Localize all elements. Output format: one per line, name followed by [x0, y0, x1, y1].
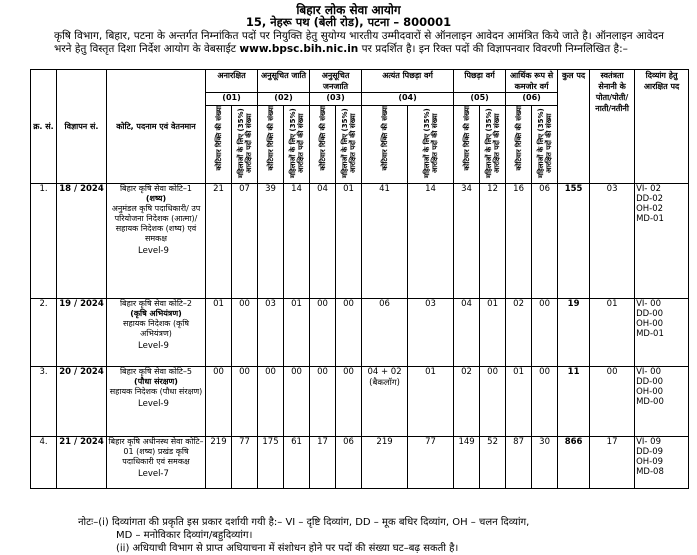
- row-ff: 03: [590, 184, 635, 299]
- cat-num: (06): [506, 93, 558, 106]
- row-value: 01: [408, 367, 454, 437]
- sub-header-total: [258, 106, 284, 184]
- row-value: 21: [206, 184, 232, 299]
- row-value: 52: [480, 437, 506, 489]
- row-adv: 19 / 2024: [57, 299, 107, 367]
- row-value: 39: [258, 184, 284, 299]
- post-line-1: बिहार कृषि सेवा कोटि–2: [119, 299, 193, 308]
- sub-header-total: [506, 106, 532, 184]
- cat-header-ur: अनारक्षित: [206, 70, 258, 93]
- sub-header-text: महिलाओं के लिए (35%) आरक्षित पदों की संख्या: [536, 108, 553, 179]
- row-value: 06: [532, 184, 558, 299]
- note-1: नोटः–(i) दिव्यांगता की प्रकृति इस प्रकार दर्शायी गयी है:– VI – दृष्टि दिव्यांग, DD – मूक बधिर दिव्यांग, OH – चलन दिव्यांग,: [78, 517, 530, 528]
- row-post: [107, 437, 206, 489]
- sub-header-text: कोटिवार रिक्ति की संख्या: [266, 106, 275, 171]
- row-ff: 00: [590, 367, 635, 437]
- row-value: 01: [506, 367, 532, 437]
- row-value: 219: [362, 437, 408, 489]
- vacancy-table: [30, 69, 689, 489]
- row-sno: 2.: [31, 299, 57, 367]
- post-level: Level-9: [138, 341, 169, 351]
- row-value: 01: [480, 299, 506, 367]
- cat-header-sc: अनुसूचित जाति: [258, 70, 310, 93]
- post-line-2: (पौधा संरक्षण): [134, 377, 178, 386]
- row-value: 03: [258, 299, 284, 367]
- sub-header-text: कोटिवार रिक्ति की संख्या: [380, 106, 389, 171]
- post-line-1: बिहार कृषि सेवा कोटि–1: [119, 184, 193, 193]
- row-value: 00: [232, 299, 258, 367]
- row-ff: 17: [590, 437, 635, 489]
- table-row: [31, 367, 689, 437]
- note-2: (ii) अधियाची विभाग से प्राप्त अधियाचना में संशोधन होने पर पदों की संख्या घट–बढ़ सकती है।: [116, 543, 459, 554]
- row-post: [107, 184, 206, 299]
- cat-header-ebc: अत्यंत पिछड़ा वर्ग: [362, 70, 454, 93]
- sub-header-total: [454, 106, 480, 184]
- row-value: 04: [454, 299, 480, 367]
- sub-header-women: [232, 106, 258, 184]
- sub-header-text: महिलाओं के लिए (35%) आरक्षित पदों की संख्या: [422, 108, 439, 179]
- cat-num: (04): [362, 93, 454, 106]
- sub-header-text: महिलाओं के लिए (35%) आरक्षित पदों की संख्या: [484, 108, 501, 179]
- sub-header-text: कोटिवार रिक्ति की संख्या: [462, 106, 471, 171]
- row-disability: [635, 299, 689, 367]
- row-value: 12: [480, 184, 506, 299]
- post-line-1: बिहार कृषि सेवा कोटि–5: [119, 367, 193, 376]
- row-value: 00: [532, 367, 558, 437]
- disability-item: OH-00: [636, 319, 664, 329]
- cat-header-st: अनुसूचित जनजाति: [310, 70, 362, 93]
- col-ff-header: स्वतंत्रता सेनानी के पोता/पोती/नाती/नतीनी: [590, 70, 635, 184]
- disability-item: DD-09: [636, 447, 664, 457]
- sub-header-women: [336, 106, 362, 184]
- row-value: 00: [336, 299, 362, 367]
- row-value: 00: [310, 299, 336, 367]
- disability-item: DD-00: [636, 309, 664, 319]
- post-level: Level-9: [138, 399, 169, 409]
- row-total: 866: [558, 437, 590, 489]
- post-line-1: बिहार कृषि अधीनस्थ सेवा कोटि–01 (शष्य) प्रखंड कृषि पदाधिकारी एवं समकक्ष: [108, 437, 204, 466]
- disability-item: MD-08: [636, 467, 664, 477]
- disability-item: MD-01: [636, 329, 664, 339]
- col-sno-header: क्र. सं.: [31, 70, 57, 184]
- row-value: 77: [232, 437, 258, 489]
- row-value: 06: [362, 299, 408, 367]
- row-value: 03: [408, 299, 454, 367]
- row-value: 149: [454, 437, 480, 489]
- org-title: बिहार लोक सेवा आयोग: [296, 3, 401, 17]
- cat-num: (02): [258, 93, 310, 106]
- sub-header-women: [480, 106, 506, 184]
- disability-item: VI- 00: [636, 367, 662, 377]
- row-value: 17: [310, 437, 336, 489]
- row-sno: 4.: [31, 437, 57, 489]
- row-adv: 18 / 2024: [57, 184, 107, 299]
- row-post: [107, 367, 206, 437]
- col-post-header: कोटि, पदनाम एवं वेतनमान: [107, 70, 206, 184]
- sub-header-total: [310, 106, 336, 184]
- table-row: [31, 437, 689, 489]
- row-total: 11: [558, 367, 590, 437]
- row-adv: 20 / 2024: [57, 367, 107, 437]
- row-value: 02: [506, 299, 532, 367]
- row-sno: 1.: [31, 184, 57, 299]
- org-address: 15, नेहरू पथ (बेली रोड), पटना – 800001: [245, 15, 452, 29]
- row-value: 87: [506, 437, 532, 489]
- row-value: 00: [258, 367, 284, 437]
- row-value: 00: [232, 367, 258, 437]
- table-row: [31, 299, 689, 367]
- row-total: 155: [558, 184, 590, 299]
- notes: [78, 516, 688, 555]
- row-value: 00: [206, 367, 232, 437]
- row-value: 14: [284, 184, 310, 299]
- table-body: [31, 184, 689, 489]
- sub-header-text: महिलाओं के लिए (35%) आरक्षित पदों की संख्या: [236, 108, 253, 179]
- disability-item: OH-00: [636, 387, 664, 397]
- cat-num: (01): [206, 93, 258, 106]
- row-disability: [635, 437, 689, 489]
- row-total: 19: [558, 299, 590, 367]
- row-value: 16: [506, 184, 532, 299]
- row-adv: 21 / 2024: [57, 437, 107, 489]
- disability-item: DD-02: [636, 194, 664, 204]
- row-value: 175: [258, 437, 284, 489]
- sub-header-text: महिलाओं के लिए (35%) आरक्षित पदों की संख्या: [288, 108, 305, 179]
- cat-num: (05): [454, 93, 506, 106]
- sub-header-text: महिलाओं के लिए (35%) आरक्षित पदों की संख्या: [340, 108, 357, 179]
- row-value: 30: [532, 437, 558, 489]
- intro-text-1: कृषि विभाग, बिहार, पटना के अन्तर्गत निम्नांकित पदों पर नियुक्ति हेतु सुयोग्य भारतीय उम्मीदवारों से ऑनलाइन आवेदन आमंत्रित किये जाते है। ऑनलाइन आवेदन भरने हेतु विस्तृत दिशा निर्देश आयोग के वेबसाईट: [54, 30, 664, 55]
- disability-item: MD-01: [636, 214, 664, 224]
- row-value: 61: [284, 437, 310, 489]
- row-value: 01: [336, 184, 362, 299]
- disability-item: MD-00: [636, 397, 664, 407]
- disability-item: OH-09: [636, 457, 664, 467]
- row-value: 41: [362, 184, 408, 299]
- row-sno: 3.: [31, 367, 57, 437]
- sub-header-women: [408, 106, 454, 184]
- row-value: 00: [284, 367, 310, 437]
- cat-header-bc: पिछड़ा वर्ग: [454, 70, 506, 93]
- sub-header-text: कोटिवार रिक्ति की संख्या: [318, 106, 327, 171]
- row-disability: [635, 367, 689, 437]
- col-total-header: कुल पद: [558, 70, 590, 184]
- row-value: 04: [310, 184, 336, 299]
- post-line-3: अनुमंडल कृषि पदाधिकारी/ उप परियोजना निदेशक (आत्मा)/सहायक निदेशक (शष्य) एवं समकक्ष: [111, 204, 201, 243]
- website-link[interactable]: www.bpsc.bih.nic.in: [239, 43, 359, 55]
- post-line-2: (कृषि अभियंत्रण): [130, 309, 182, 318]
- row-value: 14: [408, 184, 454, 299]
- post-line-3: सहायक निदेशक (पौधा संरक्षण): [109, 387, 203, 396]
- sub-header-text: कोटिवार रिक्ति की संख्या: [514, 106, 523, 171]
- disability-item: DD-00: [636, 377, 664, 387]
- row-value: 219: [206, 437, 232, 489]
- intro-text-2: पर प्रदर्शित है। इन रिक्त पदों की विज्ञापनवार विवरणी निम्नलिखित है:–: [361, 43, 628, 55]
- row-value: 06: [336, 437, 362, 489]
- row-value: 77: [408, 437, 454, 489]
- sub-header-total: [362, 106, 408, 184]
- sub-header-text: कोटिवार रिक्ति की संख्या: [214, 106, 223, 171]
- col-dis-header: दिव्यांग हेतु आरक्षित पद: [635, 70, 689, 184]
- intro-paragraph: [54, 30, 664, 56]
- cat-header-ews: आर्थिक रूप से कमजोर वर्ग: [506, 70, 558, 93]
- row-disability: [635, 184, 689, 299]
- table-row: [31, 184, 689, 299]
- row-value: 00: [480, 367, 506, 437]
- row-value: 01: [206, 299, 232, 367]
- post-line-2: (शष्य): [145, 194, 167, 203]
- row-value: 00: [532, 299, 558, 367]
- disability-item: VI- 02: [636, 184, 662, 194]
- sub-header-total: [206, 106, 232, 184]
- sub-header-women: [284, 106, 310, 184]
- disability-item: OH-02: [636, 204, 664, 214]
- col-adv-header: विज्ञापन सं.: [57, 70, 107, 184]
- post-level: Level-9: [138, 246, 169, 256]
- post-level: Level-7: [138, 469, 169, 479]
- row-post: [107, 299, 206, 367]
- disability-item: VI- 09: [636, 437, 662, 447]
- sub-header-women: [532, 106, 558, 184]
- cat-num: (03): [310, 93, 362, 106]
- post-line-3: सहायक निदेशक (कृषि अभियंत्रण): [123, 319, 189, 338]
- row-value: 34: [454, 184, 480, 299]
- row-value: 04 + 02 (बैकलॉग): [362, 367, 408, 437]
- row-value: 00: [310, 367, 336, 437]
- row-value: 00: [336, 367, 362, 437]
- row-ff: 01: [590, 299, 635, 367]
- row-value: 02: [454, 367, 480, 437]
- row-value: 07: [232, 184, 258, 299]
- row-value: 01: [284, 299, 310, 367]
- note-1b: MD – मनोविकार दिव्यांग/बहुदिव्यांग।: [116, 530, 253, 541]
- disability-item: VI- 00: [636, 299, 662, 309]
